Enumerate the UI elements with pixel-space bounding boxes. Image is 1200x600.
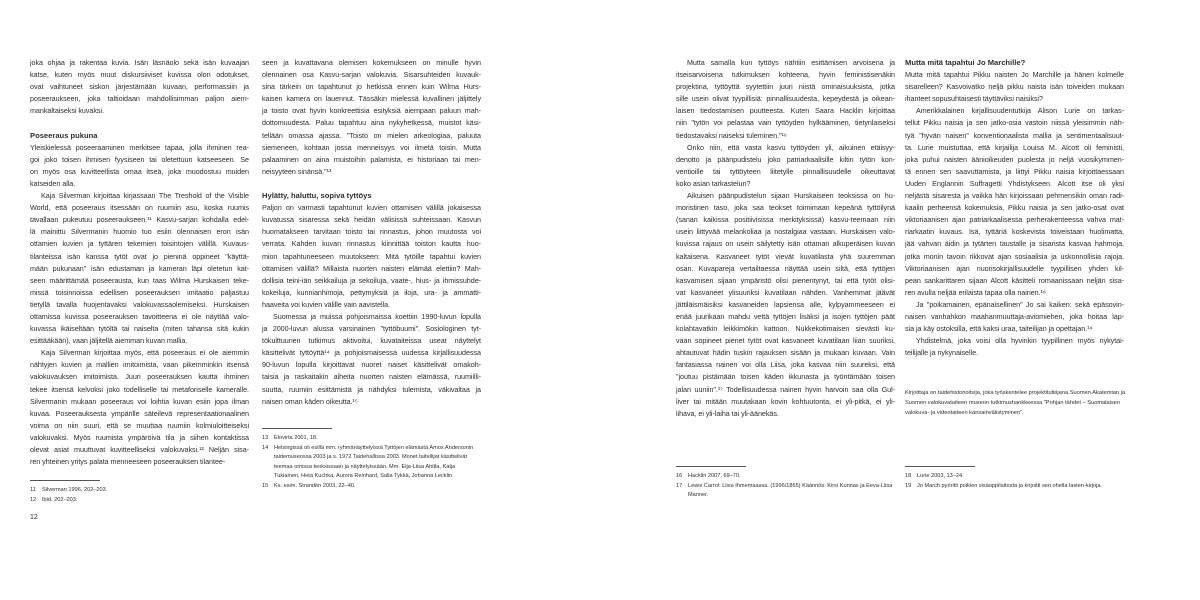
text-line: tellut Pikku naisia ja sen jatko-osia vastoin niissä yleisimmin näh- — [905, 118, 1124, 128]
text-line: liver tai mitään muutakaan kovin kohtuutonta, ei yli-pitkä, ei yli- — [676, 396, 895, 406]
footnote-number: 12 — [30, 496, 37, 503]
footnote-number: 19 — [905, 482, 912, 489]
text-line: kuvissa rajaus on usein säilytetty isän ottaman alkuperäisen kuvan — [676, 239, 895, 249]
text-line: sina tärkein on tapahtunut jo hetkissä ennen kuin Wilma Hurs- — [262, 82, 481, 92]
text-line: tekee itsensä kelvoksi joko todelliselle tai metaforiselle kameralle. — [30, 384, 249, 394]
text-line: haaveita voi kuvien välille vain aavistella. — [262, 299, 391, 309]
footnote — [905, 482, 1124, 492]
text-line: tavallaan pukeutuu poseeraukseen.¹¹ Kasvu-sarjan kohdalla edel- — [30, 215, 249, 225]
text-line: ovat vaihtuneet siskon järjestämään kuvaan, performassiin ja — [30, 82, 249, 92]
footnote-rule — [676, 466, 746, 467]
footnote-text: Elovirta 2001, 18. — [274, 435, 318, 441]
text-line: tellään omassa ajassa. "Toisto on mielen arkeologiaa, paluuta — [262, 130, 481, 140]
footnote — [30, 496, 249, 506]
footnote-text: Helsingissä oli esillä mm. ryhmänäyttelyissä Tyttöjen elämästä Amos Andersonin taidemuseossa 2003 ja s. 1972 Taidehallissa 2003. Monet taiteilijat käsittelivät teemaa omissa teoksissaan ja näyttelyissään. Mm. Eija-Liisa Ahtila, Katja Tukiainen, Heta Kuchka, Aurora Reinhard, Salla Tykkä, Johanna Lecklin. — [274, 444, 474, 480]
text-line: käsittelivät tyttöyttä¹⁴ ja pohjoismaisessa uudessa kirjallisuudessa — [262, 348, 481, 358]
text-line: joka ohjaa ja rakentaa kuvia. Isän läsnäolo sekä isän kuvaajan — [30, 58, 249, 67]
text-line: katse, kuten myös muut diskursiiviset kuvissa olon odotukset, — [30, 70, 249, 80]
text-line: jää vahvan äidin ja tytärten taustalle ja sisarista kasvaa hahmoja, — [905, 239, 1124, 249]
paragraph — [30, 142, 249, 190]
text-line: moristinen taso, joka saa teokset toimimaan kepeänä tyttöilynä — [676, 203, 895, 213]
text-line: tiedostavaksi naiseksi tuleminen."¹⁶ — [676, 130, 787, 140]
text-line: ottamien kuvien ja tyttären tekemien toisintojen välillä. Kuvaus- — [30, 239, 249, 249]
footnote-number: 14 — [262, 444, 269, 451]
text-line: mään pukunaan" isän edustaman ja kameran läpi oletetun kat- — [30, 263, 249, 273]
text-line: vat kasvaneet ylisuuriksi kuvatilaan nähden. Vanhemmat jäävät — [676, 287, 895, 297]
footnote-rule — [30, 480, 100, 481]
text-line: ja 2000-luvun alussa varsinainen "tyttöbuumi". Sosiologinen tyt- — [262, 324, 481, 334]
text-line: palaaminen on aina muistoihin palamista, ei historiaan tai men- — [262, 154, 481, 164]
text-line: (sanan kaikissa positiivisissa merkityksissä) kasvu-teemaan niin — [676, 215, 895, 225]
text-line: valokuvaksi. Myös ruumista ympäröivä tila ja siihen kontaktissa — [30, 432, 249, 442]
paragraph — [905, 69, 1124, 105]
text-line: kasvamisen sijaan ympäristö olisi pienentynyt, tai että tytöt olisi- — [676, 275, 895, 285]
text-line: Amerikkalainen kirjallisuudentutkija Alison Lurie on tarkas- — [916, 106, 1124, 116]
paragraph — [30, 57, 249, 117]
footnote-rule — [262, 428, 332, 429]
text-line: viktoriaanisen ajan patriarkaalisessa perherakenteessa vahva mat- — [905, 215, 1124, 225]
paragraph — [676, 57, 895, 142]
text-line: projektina, tyttöyttä syytettiin juuri niistä ominaisuuksista, jotka — [676, 82, 895, 92]
text-line: Kaja Silverman kirjoittaa myös, että poseeraus ei ole aiemmin — [41, 348, 249, 358]
text-line: kolahtavatkin leikkimökin kattoon. Nukkekotimaisen sievästi ku- — [676, 324, 895, 334]
column-2 — [262, 57, 481, 408]
text-line: tyä "hyvän naisen" konventionaalista mallia ja sentimentaalisuut- — [905, 130, 1124, 140]
footnote-text: Hacklin 2007, 69–70. — [688, 473, 741, 479]
text-line: nähtyjen kuvien ja mallien imitoimista, vaan pikemminkin itsensä — [30, 360, 249, 370]
text-line: ta. Lurie muistuttaa, että kirjailija Louisa M. Alcott oli feministi, — [905, 142, 1124, 152]
text-line: sille usein olivat tyypillisiä: pinnallisuudesta, kepeydestä ja oikean- — [676, 94, 895, 104]
text-line: kokeiluja, kunnianhimoja, pettymyksiä ja iloja, ura- ja ammatti- — [262, 287, 481, 297]
footnote — [262, 444, 481, 482]
text-line: usein liittyvää melankoliaa ja nostalgiaa vastaan. Hurskaisen valo- — [676, 227, 895, 237]
text-line: ren avulla neljää erilaista tapaa olla nainen.¹⁸ — [905, 287, 1046, 297]
text-line: denotto ja päänpudistelu joko patriarkaalisille kiltin tytön kon- — [676, 154, 895, 164]
column-4 — [905, 57, 1124, 359]
paragraph — [262, 311, 481, 408]
text-line: itseisarvoisena tutkimuksen kohteena, hyvin feministisenäkin — [676, 70, 895, 80]
footnote-text: Lewis Carrol: Liisa Ihmemaassa. (1996/1865) Käännös: Kirsi Kunnas ja Eeva-Liisa Manner. — [688, 482, 893, 499]
text-line: Silvermanin mukaan poseeraus voi loihtia kuvan esiin jopa ilman — [30, 396, 249, 406]
text-line: Mutta samalla kun tyttöys nähtiin esittämisen arvoisena ja — [687, 58, 895, 67]
text-line: koko asian tarkastelun? — [676, 178, 751, 188]
text-line: seen ja kuvattavana olemisen kokemukseen on minulle hyvin — [262, 58, 481, 67]
paragraph — [262, 202, 481, 311]
footnote-number: 15 — [262, 482, 269, 489]
text-line: ottamisen välillä? Millaista nuorten naisten elämää elettiin? Mah- — [262, 263, 481, 273]
paragraph — [905, 299, 1124, 335]
footnotes-column-3 — [676, 466, 895, 501]
text-line: Aikuisen päänpudistelun sijaan Hurskaiseen teoksissa on hu- — [687, 191, 895, 201]
text-line: ja toisto ovat hyvin konkreettisia esityksiä aiempaan paluun mah- — [262, 106, 481, 116]
column-1 — [30, 57, 249, 468]
text-line: pean sankarittaren sijaan Alcott käsitteli romaanissaan neljän sisa- — [905, 275, 1124, 285]
text-line: tä ennen sen saavuttamista, ja liittyi Pikku naisia kirjoittaessaan — [905, 166, 1124, 176]
section-heading: Poseeraus pukuna — [30, 130, 98, 140]
text-line: "joutuu pistämään toisen käden ikkunasta ja työntämään toisen — [676, 372, 895, 382]
text-line: Uuden Englannin Suffragetti Yhdistykseen. Alcott itse oli yksi — [905, 178, 1124, 188]
text-line: dottomuudesta. Paluu tapahtuu aina nykyhetkessä, muistot käsi- — [262, 118, 481, 128]
text-line: osan. Kuvapareja vertailtaessa näyttää usein siltä, että tyttöjen — [676, 263, 895, 273]
text-line: Viktoriaanisen ajan nuorisokirjallisuudelle tyypillisen yhden kil- — [905, 263, 1124, 273]
text-line: olevat asiat muuttuvat kuvitteelliseksi valokuvaksi.¹² Neljän sisa- — [30, 445, 249, 454]
text-line: kaltaisena. Kasvaneet tytöt vievät kuvatilasta yhä suuremman — [676, 251, 895, 261]
footnote-text: Jo March pyöritti poikien sisäoppilaitosta ja kirjoitti sen ohella lasten-kirjoja. — [917, 482, 1102, 489]
footnotes-column-2 — [262, 428, 481, 492]
text-line: ren yhteinen yritys palata menneeseen poseerauksen tilantee- — [30, 457, 226, 467]
text-line: naisen oman käden oikeutta.¹⁵ — [262, 396, 358, 406]
text-line: laisen tiedostamisen puutteesta. Kuten Saara Hacklin kirjoittaa — [676, 106, 895, 116]
paragraph-gap — [262, 178, 481, 190]
text-line: joka puhui naisten äänioikeuden puolesta jo neljä vuosikymmen- — [905, 154, 1124, 164]
text-line: niin "tytön voi pelastaa vain tyttöyden hylkääminen, tietynlaiseksi — [676, 118, 895, 128]
paragraph — [676, 190, 895, 420]
paragraph-gap — [30, 117, 249, 129]
text-line: lä mainittu Silvermanin huomio tuo esiin olennaisen eron isän — [30, 227, 249, 237]
text-line: lihava, ei yli-laiha tai yli-äänekäs. — [676, 408, 779, 418]
text-line: goi joko toisen ihmisen fyysiseen tai oletettuun katseeseen. Se — [30, 154, 249, 164]
paragraph — [30, 190, 249, 347]
paragraph — [30, 347, 249, 468]
text-line: neisyyteen sinänsä."¹³ — [262, 166, 332, 176]
page-number: 12 — [30, 514, 38, 521]
text-line: ottamissa kuvissa poseerauksen tavoitteena ei ole näyttää valo- — [30, 311, 249, 321]
text-line: teilijalle ja nykynaiselle. — [905, 348, 978, 358]
section-heading: Hylätty, haluttu, sopiva tyttöys — [262, 191, 372, 201]
text-line: mankaltaiseksi kuvaksi. — [30, 106, 104, 116]
text-line: Suomessa ja muissa pohjoismaissa koettiin 1990-luvun lopulla — [273, 311, 481, 321]
text-line: on myös osa kuvitteellista omaa itseä, joka muodostuu muiden — [30, 166, 249, 176]
text-line: Yhdistelmä, joka voisi olla hyvinkin tyypillinen myös nykytai- — [916, 336, 1124, 346]
footnote — [905, 472, 1124, 482]
text-line: sisarelleen? Kasvoivatko neljä pikku naista isän toiveiden mukaan — [905, 82, 1124, 92]
text-line: olennainen osa Kasvu-sarjan valokuvia. Sisarsuhteiden kuvauk- — [262, 70, 481, 80]
text-line: kaalin perheensä kokemuksia, Pikku naisia ja sen jatko-osat ovat — [905, 203, 1124, 213]
paragraph — [905, 105, 1124, 299]
text-line: verrata. Kahden kuvan rinnastus kiinnittää toiston kautta huo- — [262, 239, 481, 249]
text-line: ventioille tai tyttöyteen liitetylle pinnallisuudelle oikeuttavat — [676, 166, 895, 176]
text-line: huomatakseen tarvitaan toisto tai rinnastus, johon muutosta voi — [262, 227, 481, 237]
footnote-number: 11 — [30, 487, 36, 493]
footnote — [262, 482, 481, 492]
text-line: Paljon on varmasti tapahtunut kuvien ottamisen välillä jokaisessa — [262, 203, 481, 213]
text-line: naisen vanhahkon maahanmuuttaja-aviomiehen, joka hoitaa lap- — [905, 311, 1124, 321]
footnotes-column-4 — [905, 466, 1124, 491]
text-line: jotka monin tavoin rikkovat ajan sosiaalisia ja uskonnollisia rajoja. — [905, 251, 1124, 261]
text-line: ahtautuvat hädin tuskin rajauksen sisään ja mukaan kuvaan. Vain — [676, 348, 895, 358]
text-line: enää juurikaan mahdu vettä tyttöjen lisäksi ja isojen tyttöjen päät — [676, 311, 895, 321]
footnote-text: Silverman 1996, 202–203. — [42, 487, 108, 493]
text-line: riarkaatin kuvaus. Isä, tyttäriä koskevista toiveistaan huolimatta, — [905, 227, 1124, 237]
text-line: Ja "poikamainen, epänaisellinen" Jo sai kaiken: sekä epäsovin- — [916, 299, 1124, 309]
text-line: Yleiskielessä poseeraaminen merkitsee tapaa, jolla ihminen rea- — [30, 142, 249, 152]
text-line: tilanteissa isän kanssa tytöt ovat jo pieninä oppineet "käyttä- — [30, 251, 249, 261]
footnote-text: Lurie 2003, 13–24. — [917, 473, 964, 479]
text-line: jättiläismäisiksi kasvaneiden lapsiensa alle, kylpyammeeseen ei — [676, 299, 895, 309]
text-line: mion tapahtuneeseen muutokseen: Mitä tytöille tapahtui kuvien — [262, 251, 481, 261]
text-line: esittääkään), vaan jäljitellä aiemman kuvan mallia. — [30, 336, 188, 346]
section-heading: Mutta mitä tapahtui Jo Marchille? — [905, 58, 1026, 67]
text-line: Onko niin, että vasta kasvu tyttöyden yli, aikuinen etäisyy- — [687, 142, 895, 152]
text-line: voima on niin suuri, että se muuttaa ruumiin kolmiuloitteiseksi — [30, 420, 249, 430]
text-line: Kaja Silverman kirjoittaa kirjassaan The Treshold of the Visible — [41, 191, 249, 201]
text-line: siemeneen, kohtaan jossa menneisyys voi ilmetä toisin. Mutta — [262, 142, 481, 152]
text-line: seen määrittämää poseerausta, kun taas Wilma Hurskaisen teke- — [30, 275, 249, 285]
text-line: kuvassa ikäiseltään tytöltä tai naiselta (miten tahansa sitä kukin — [30, 324, 249, 334]
text-line: neljästä sisaresta ja vaikka hän kirjoissaan pehmensikin oman radi- — [905, 191, 1124, 201]
text-line: sia ja käy ostoksilla, että kaksi uraa, taiteilijan ja opettajan.¹⁹ — [905, 324, 1093, 334]
text-line: katseiden alla. — [30, 178, 76, 188]
text-line: taisia ja raskaitakin aiheita nuorten naisten elämässä, ruumiilli- — [262, 372, 481, 382]
footnote-text: Ibid. 202–203. — [42, 496, 78, 503]
text-line: suutta, ruumiin esittämistä ja nähdyksi tulemista, väkivaltaa ja — [262, 384, 481, 394]
text-line: poseeraukseen, joka taltioidaan mahdollisimman paljon aiem- — [30, 94, 249, 104]
footnote-rule — [905, 466, 975, 467]
footnote-number: 16 — [676, 473, 683, 479]
paragraph — [905, 335, 1124, 359]
paragraph — [262, 57, 481, 178]
text-line: tietyllä tavalla huojentavaksi valokuvassaolemiseksi. Hurskaisen — [30, 299, 249, 309]
footnote-number: 18 — [905, 473, 912, 479]
text-line: ihanteet sopusuhtaisesti täyttäviksi naisiksi? — [905, 94, 1043, 104]
footnote — [676, 472, 895, 482]
footnote-text: Ks. esim. Strandén 2003, 22–40. — [274, 482, 356, 489]
author-bio: Kirjoittaja on taidehistorioitsija, joka työskentelee projektitutkijana Suomen Akatemian ja Suomen valokuvataiteen museon tutkimushankkeessa "Pohjan tähdet – Suomalaisen valokuva- ja videotaiteen kansainvälistyminen". — [905, 390, 1126, 416]
footnotes-column-1 — [30, 480, 249, 505]
paragraph — [676, 142, 895, 190]
column-3 — [676, 57, 895, 420]
text-line: missä toisinnoissa edellisen poseerauksen imitaatio paljastuu — [30, 287, 249, 297]
footnote-number: 17 — [676, 482, 683, 489]
footnote — [30, 486, 249, 496]
footnote — [676, 482, 895, 501]
text-line: vaan sopineet pienet tytöt ovat kasvaneet kuvatilaan liian suuriksi, — [676, 336, 895, 346]
footnote-number: 13 — [262, 435, 269, 441]
footnote — [262, 434, 481, 444]
text-line: kuvaa. Poseerauksesta ympärille säteilevä representaationaalinen — [30, 408, 249, 418]
text-line: 90-luvun lopulla kirjoittavat nuoret naiset käsittelivät omakoh- — [262, 360, 481, 370]
text-line: World, että poseeraus itsessään on ruumiin asu, koska ruumis — [30, 203, 249, 213]
text-line: kuvatussa sisaressa sekä heidän välisissä suhteissaan. Kasvun — [262, 215, 481, 225]
text-line: Mutta mitä tapahtui Pikku naisten Jo Marchille ja hänen kolmelle — [905, 70, 1124, 80]
text-line: kaisen kamera on lauennut. Tässäkin mielessä kuvallinen jäljittely — [262, 94, 481, 104]
text-line: dollisia teini-iän seikkailuja ja sekoiluja, vaate-, hius- ja ihmissuhde- — [262, 275, 481, 285]
text-line: jalan uuniin".¹⁷ Todellisuudessa nainen hyvin harvoin saa olla Gul- — [676, 384, 895, 394]
text-line: valokuvauksen imitoimista. Juuri poseerauksen kautta ihminen — [30, 372, 249, 382]
text-line: tökulttuurien tutkimus aktivoitui, kuvataiteissa useat näyttelyt — [262, 336, 481, 346]
text-line: fantasiassa nainen voi olla Liisa, joka kasvaa niin suureksi, että — [676, 360, 895, 370]
